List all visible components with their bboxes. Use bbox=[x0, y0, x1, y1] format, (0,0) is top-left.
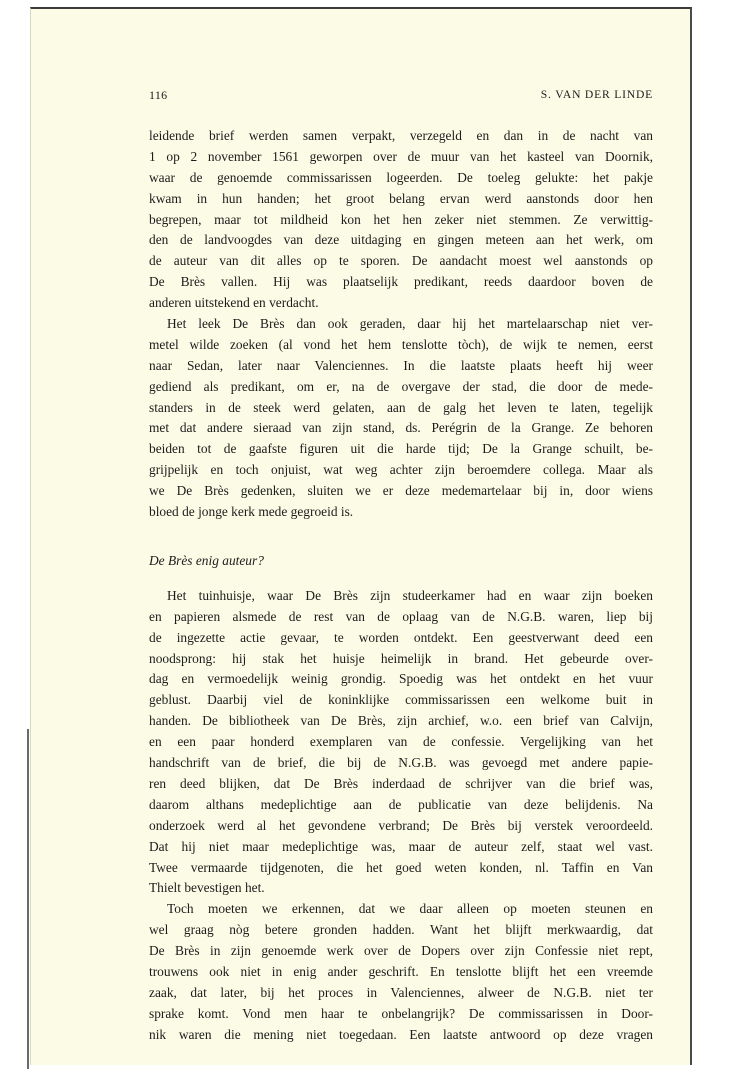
text-line: metel wilde zoeken (al vond het hem tenslotte tòch), de wijk te nemen, eerst bbox=[149, 336, 653, 352]
text-line: Het tuinhuisje, waar De Brès zijn studeerkamer had en waar zijn boeken bbox=[167, 587, 653, 603]
text-line: nik waren die mening niet toegedaan. Een laatste antwoord op deze vragen bbox=[149, 1026, 653, 1042]
text-line: naar Sedan, later naar Valenciennes. In die laatste plaats heeft hij weer bbox=[149, 357, 653, 373]
text-line: met dat andere sieraad van zijn stand, ds. Perégrin de la Grange. Ze behoren bbox=[149, 420, 653, 436]
text-line: Toch moeten we erkennen, dat we daar alleen op moeten steunen en bbox=[167, 901, 653, 917]
text-line: de auteur van dit alles op te sporen. De aandacht moest wel aanstonds op bbox=[149, 253, 653, 269]
text-line: leidende brief werden samen verpakt, verzegeld en dan in de nacht van bbox=[149, 128, 653, 143]
text-line: beiden tot de gaafste figuren uit die harde tijd; De la Grange schuilt, be- bbox=[149, 441, 653, 457]
text-line: bloed de jonge kerk mede gegroeid is. bbox=[149, 504, 354, 520]
text-line: handschrift van de brief, die bij de N.G.B. was gevoegd met andere papie- bbox=[149, 755, 653, 771]
text-line: Thielt bevestigen het. bbox=[149, 880, 265, 896]
text-line: geblust. Daarbij viel de koninklijke commissarissen een welkome buit in bbox=[149, 692, 653, 708]
text-line: daarom althans medeplichtige aan de publicatie van deze belijdenis. Na bbox=[149, 796, 653, 812]
paragraph-3 bbox=[149, 586, 653, 899]
running-title: S. VAN DER LINDE bbox=[540, 88, 653, 101]
running-head bbox=[149, 88, 653, 104]
text-line: Dat hij niet maar medeplichtige was, maar de auteur zelf, staat wel vast. bbox=[149, 838, 653, 854]
text-line: dag en vermoedelijk weinig grondig. Spoedig was het ontdekt en het vuur bbox=[149, 671, 653, 687]
text-line: Twee vermaarde tijdgenoten, die het goed weten konden, nl. Taffin en Van bbox=[149, 859, 653, 875]
text-line: en papieren alsmede de rest van de oplaag van de N.G.B. waren, liep bij bbox=[149, 608, 653, 624]
text-line: begrepen, maar tot mildheid kon het hen zeker niet stemmen. Ze verwittig- bbox=[149, 211, 653, 227]
text-line: standers in de steek werd gelaten, aan de galg het leven te laten, tegelijk bbox=[149, 399, 653, 415]
section-title: De Brès enig auteur? bbox=[149, 552, 264, 568]
text-line: noodsprong: hij stak het huisje heimelijk in brand. Het gebeurde over- bbox=[149, 650, 653, 666]
text-line: grijpelijk en toch onjuist, wat weg achter zijn beroemdere collega. Maar als bbox=[149, 462, 653, 478]
text-line: ren deed blijken, dat De Brès inderdaad de schrijver van die brief was, bbox=[149, 775, 653, 791]
text-line: wel graag nòg betere gronden hadden. Want het blijft merkwaardig, dat bbox=[149, 922, 653, 938]
paragraph-2 bbox=[149, 314, 653, 523]
text-line: we De Brès gedenken, sluiten we er deze medemartelaar bij in, door wiens bbox=[149, 483, 653, 499]
text-line: gediend als predikant, om er, na de overgave der stad, die door de mede- bbox=[149, 378, 653, 394]
text-line: den de landvoogdes van deze uitdaging en gingen meteen aan het werk, om bbox=[149, 232, 653, 248]
text-line: De Brès vallen. Hij was plaatselijk predikant, reeds daardoor boven de bbox=[149, 274, 653, 290]
page-number: 116 bbox=[149, 88, 168, 102]
text-line: De Brès in zijn genoemde werk over de Dopers over zijn Confessie niet rept, bbox=[149, 943, 653, 959]
page-content bbox=[149, 88, 653, 1046]
text-line: en een paar honderd exemplaren van de confessie. Vergelijking van het bbox=[149, 734, 653, 750]
text-line: waar de genoemde commissarissen logeerden. De toeleg gelukte: het pakje bbox=[149, 169, 653, 185]
paragraph-4 bbox=[149, 899, 653, 1045]
text-line: onderzoek werd al het gevondene verbrand; De Brès bij verstek veroordeeld. bbox=[149, 817, 653, 833]
text-line: zaak, dat later, bij het proces in Valenciennes, alweer de N.G.B. niet ter bbox=[149, 984, 653, 1000]
text-line: sprake komt. Vond men haar te onbelangrijk? De commissarissen in Door- bbox=[149, 1005, 653, 1021]
text-line: de ingezette actie gevaar, te worden ontdekt. Een geestverwant deed een bbox=[149, 629, 653, 645]
text-line: 1 op 2 november 1561 geworpen over de muur van het kasteel van Doornik, bbox=[149, 148, 653, 164]
text-line: anderen uitstekend en verdacht. bbox=[149, 295, 319, 311]
text-line: Het leek De Brès dan ook geraden, daar hij het martelaarschap niet ver- bbox=[167, 316, 653, 332]
text-line: kwam in hun handen; het groot belang ervan werd aanstonds door hen bbox=[149, 190, 653, 206]
text-line: trouwens ook niet in enig ander geschrift. En tenslotte blijft het een vreemde bbox=[149, 963, 653, 979]
paragraph-1 bbox=[149, 126, 653, 314]
text-line: handen. De bibliotheek van De Brès, zijn archief, w.o. een brief van Calvijn, bbox=[149, 713, 653, 729]
